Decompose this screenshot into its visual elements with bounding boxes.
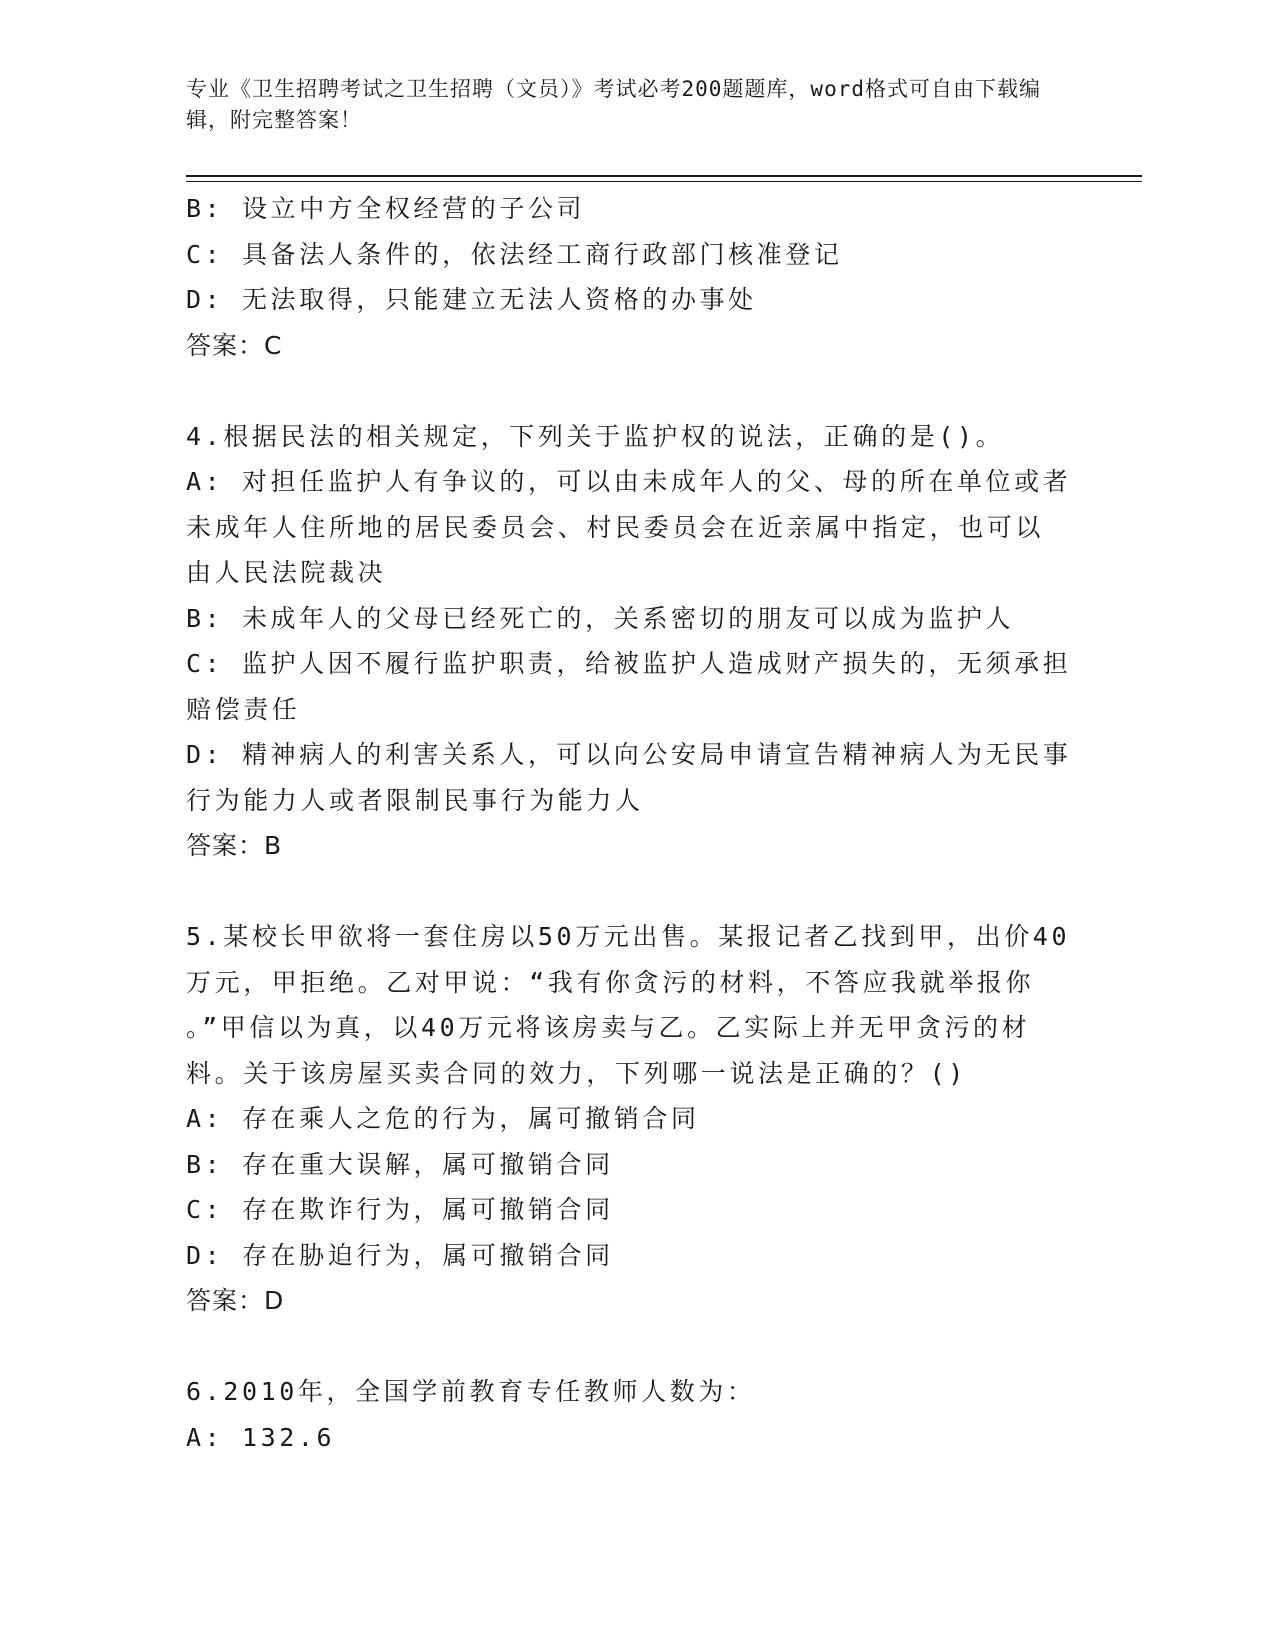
q4-option-a-line-3: 由人民法院裁决 — [186, 558, 387, 587]
header-rule-thin — [186, 181, 1142, 182]
q3-option-b: B: 设立中方全权经营的子公司 — [186, 194, 586, 223]
q4-option-a-line-2: 未成年人住所地的居民委员会、村民委员会在近亲属中指定，也可以 — [186, 512, 1045, 542]
q3-option-d: D: 无法取得，只能建立无法人资格的办事处 — [186, 285, 757, 314]
question-6 — [186, 1369, 1086, 1460]
q5-option-d: D: 存在胁迫行为，属可撤销合同 — [186, 1240, 614, 1270]
q6-stem: 6.2010年，全国学前教育专任教师人数为： — [186, 1377, 756, 1406]
q5-stem-line-1: 5.某校长甲欲将一套住房以50万元出售。某报记者乙找到甲，出价40 — [186, 922, 1071, 951]
q3-option-c: C: 具备法人条件的，依法经工商行政部门核准登记 — [186, 239, 843, 269]
spacer — [186, 869, 1086, 915]
q5-option-a: A: 存在乘人之危的行为，属可撤销合同 — [186, 1104, 700, 1133]
q4-option-d-line-2: 行为能力人或者限制民事行为能力人 — [186, 785, 644, 815]
spacer — [186, 1324, 1086, 1370]
q4-option-b: B: 未成年人的父母已经死亡的，关系密切的朋友可以成为监护人 — [186, 603, 1015, 633]
q5-stem-line-2: 万元，甲拒绝。乙对甲说：“我有你贪污的材料，不答应我就举报你 — [186, 967, 1035, 997]
q5-stem-line-3: 。”甲信以为真，以40万元将该房卖与乙。乙实际上并无甲贪污的材 — [186, 1013, 1031, 1042]
q5-option-c: C: 存在欺诈行为，属可撤销合同 — [186, 1195, 614, 1224]
q4-option-a-line-1: A: 对担任监护人有争议的，可以由未成年人的父、母的所在单位或者 — [186, 467, 1072, 496]
q4-option-d-line-1: D: 精神病人的利害关系人，可以向公安局申请宣告精神病人为无民事 — [186, 740, 1072, 769]
document-body — [186, 186, 1086, 1460]
question-5 — [186, 914, 1086, 1324]
q4-stem: 4.根据民法的相关规定，下列关于监护权的说法，正确的是()。 — [186, 421, 1005, 451]
q5-answer: 答案：D — [186, 1286, 285, 1315]
question-3 — [186, 186, 1086, 368]
header-rule-thick — [186, 175, 1142, 177]
document-header: 专业《卫生招聘考试之卫生招聘（文员）》考试必考200题题库，word格式可自由下载编辑，附完整答案！ — [186, 77, 1041, 132]
q5-option-b: B: 存在重大误解，属可撤销合同 — [186, 1149, 614, 1179]
q5-stem-line-4: 料。关于该房屋买卖合同的效力，下列哪一说法是正确的？() — [186, 1058, 967, 1088]
spacer — [186, 368, 1086, 414]
q4-answer: 答案：B — [186, 831, 283, 860]
q4-option-c-line-1: C: 监护人因不履行监护职责，给被监护人造成财产损失的，无须承担 — [186, 649, 1072, 678]
question-4 — [186, 414, 1086, 869]
q3-answer: 答案：C — [186, 330, 283, 360]
q4-option-c-line-2: 赔偿责任 — [186, 694, 301, 724]
q6-option-a: A: 132.6 — [186, 1422, 336, 1452]
